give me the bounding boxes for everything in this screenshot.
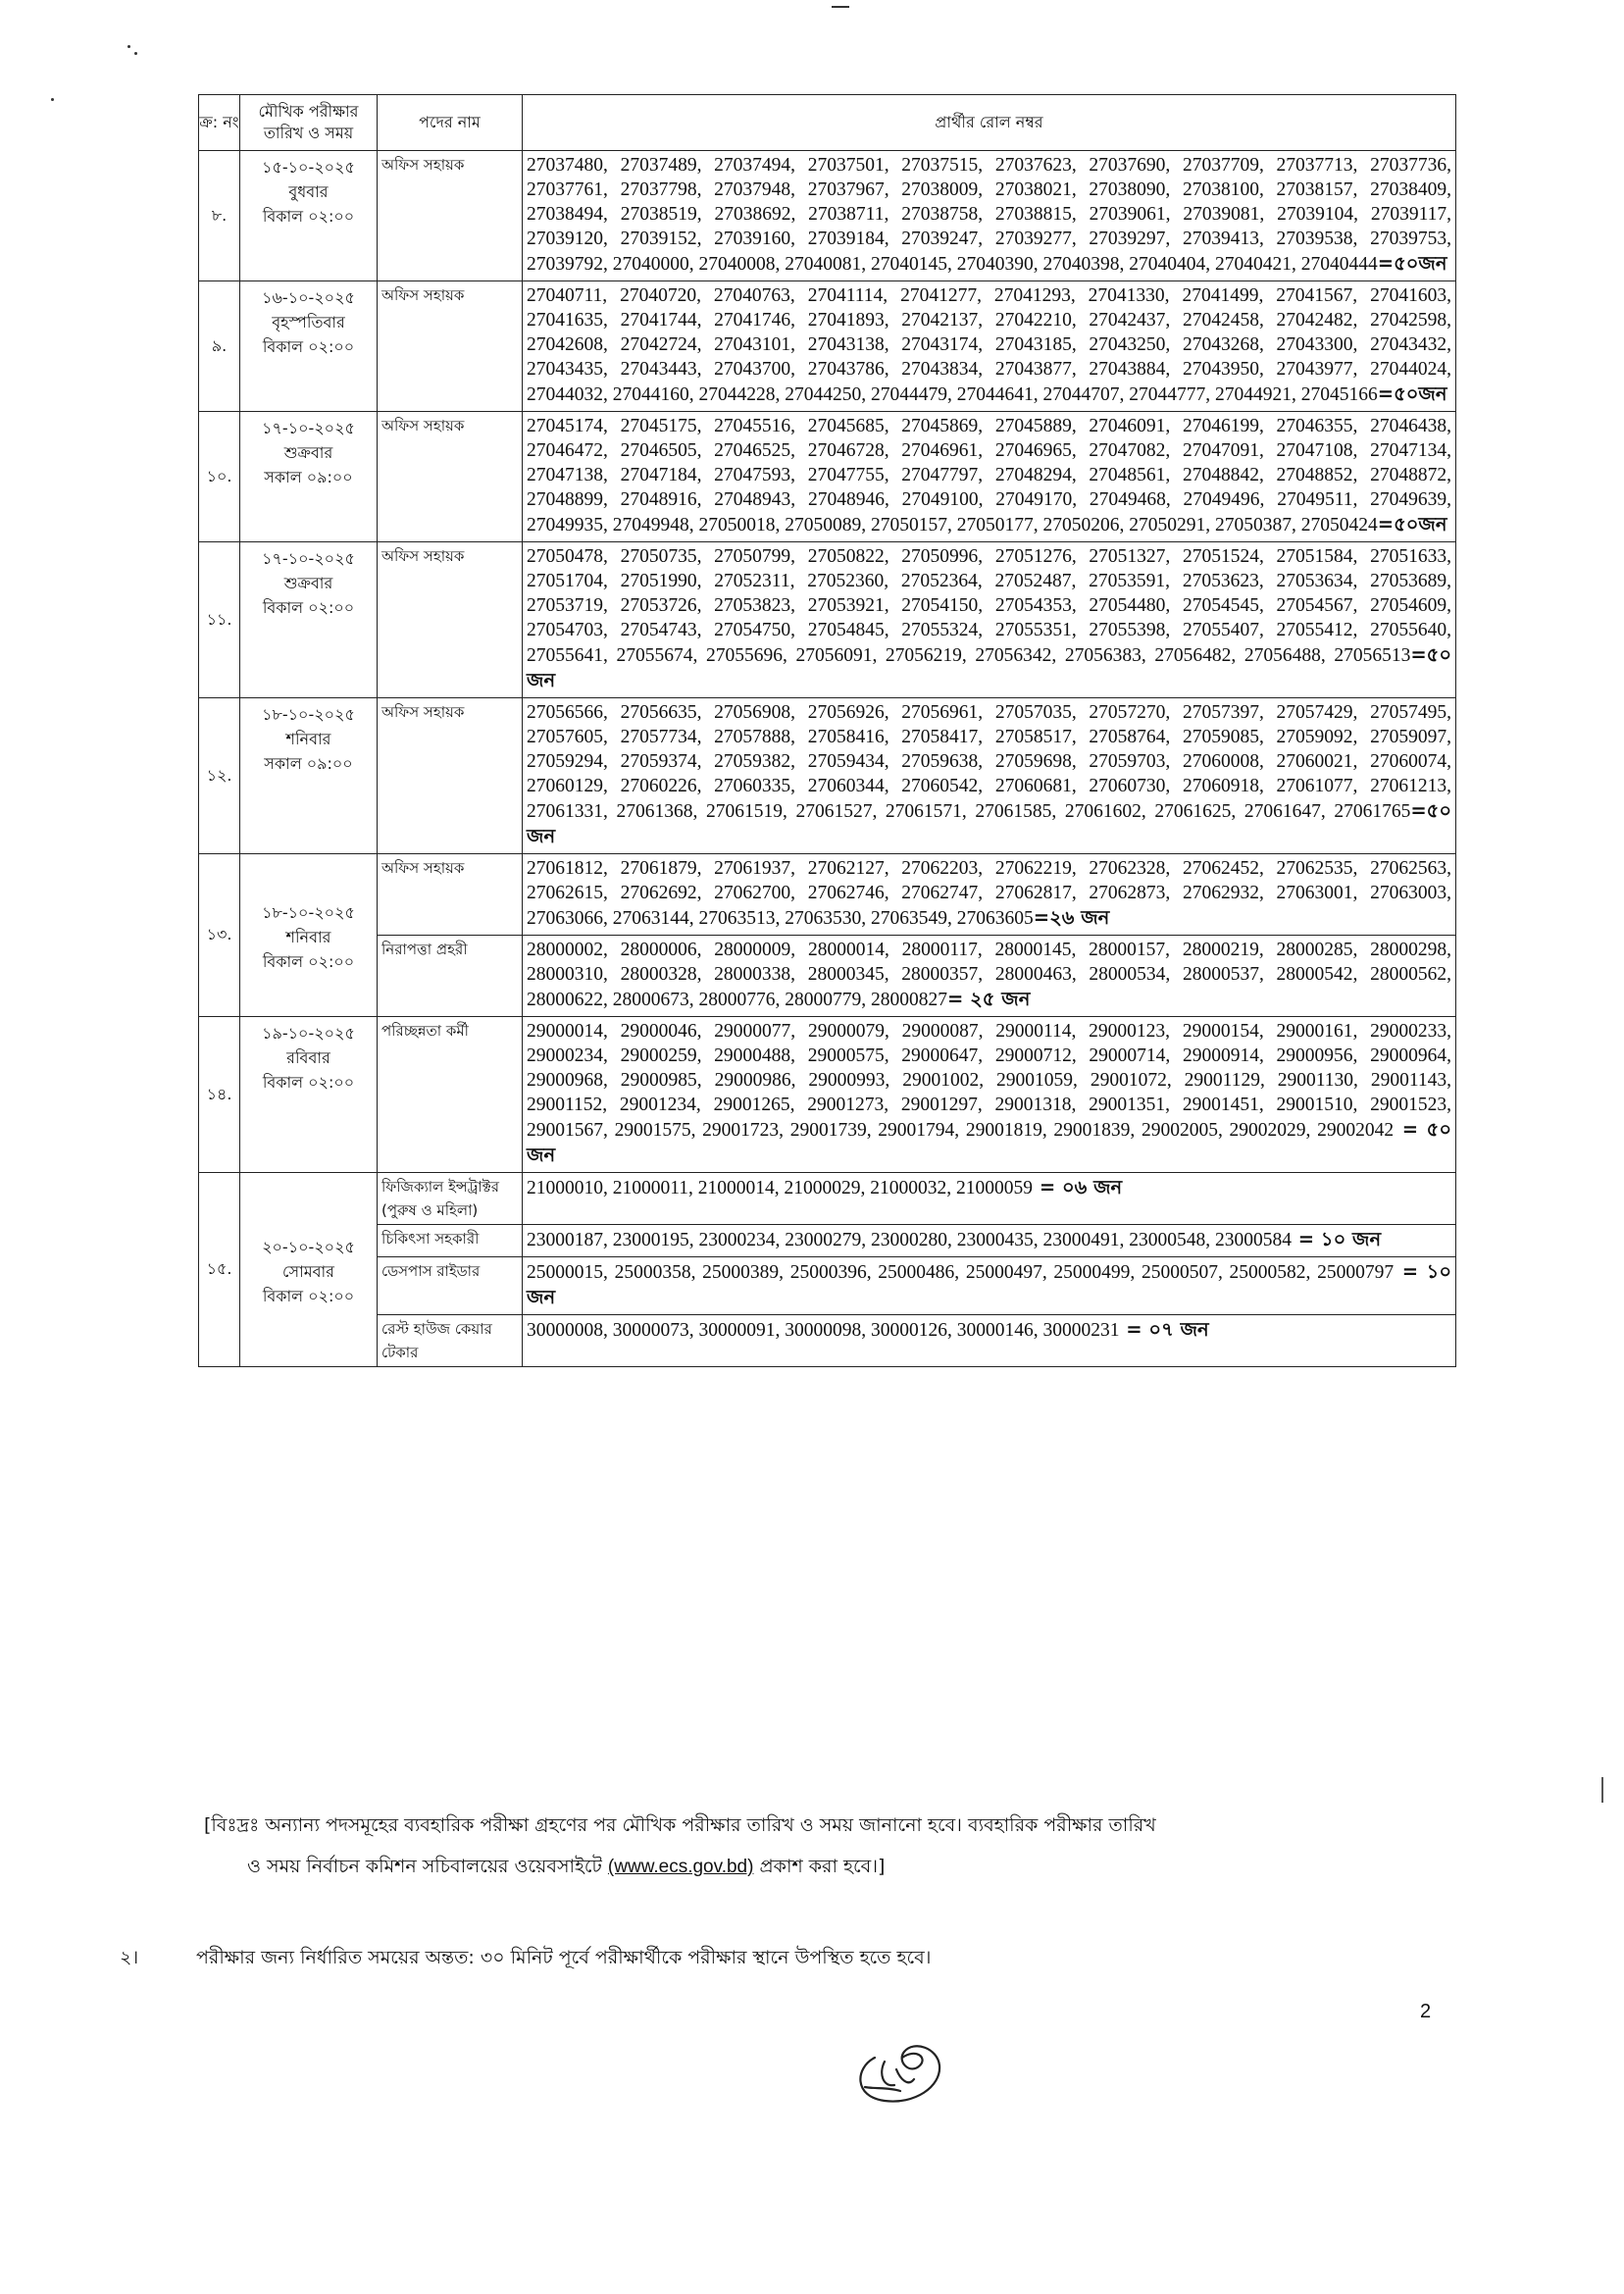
roll-list: 29000014, 29000046, 29000077, 29000079, 29000087, 29000114, 29000123, 29000154, 29000161, 29000233, 29000234, 29000259, 29000488, 29000575, 29000647, 29000712, 29000714, 29000914, 29000956, 29000964, 29000968, 29000985, 29000986, 29000993, 29001002, 29001059, 29001072, 29001129, 29001130, 29001143, 29001152, 29001234, 29001265, 29001273, 29001297, 29001318, 29001351, 29001451, 29001510, 29001523, 29001567, 29001575, 29001723, 29001739, 29001794, 29001819, 29001839, 29002005, 29002029, 29002042: [527, 1021, 1451, 1141]
roll-list: 27056566, 27056635, 27056908, 27056926, 27056961, 27057035, 27057270, 27057397, 27057429, 27057495, 27057605, 27057734, 27057888, 27058416, 27058417, 27058517, 27058764, 27059085, 27059092, 27059097, 27059294, 27059374, 27059382, 27059434, 27059638, 27059698, 27059703, 27060008, 27060021, 27060074, 27060129, 27060226, 27060335, 27060344, 27060542, 27060681, 27060730, 27060918, 27061077, 27061213, 27061331, 27061368, 27061519, 27061527, 27061571, 27061585, 27061602, 27061625, 27061647, 27061765: [527, 702, 1451, 822]
roll-list: 25000015, 25000358, 25000389, 25000396, 25000486, 25000497, 25000499, 25000507, 25000582, 25000797: [527, 1262, 1395, 1283]
roll-numbers-cell: [523, 1017, 1456, 1173]
scan-speck: [134, 52, 137, 55]
roll-numbers-cell: [523, 854, 1456, 936]
date-time-cell: [240, 854, 378, 1017]
header-date-time: মৌখিক পরীক্ষার তারিখ ও সময়: [240, 95, 378, 151]
date-time-cell: [240, 412, 378, 542]
interview-date: ১৭-১০-২০২৫: [262, 419, 355, 437]
roll-list: 23000187, 23000195, 23000234, 23000279, 23000280, 23000435, 23000491, 23000548, 23000584: [527, 1230, 1292, 1250]
interview-time: বিকাল ০২:০০: [262, 952, 355, 971]
interview-day: শনিবার: [285, 730, 331, 748]
header-serial: ক্র: নং: [199, 95, 240, 151]
date-time-cell: [240, 698, 378, 854]
roll-numbers-cell: [523, 281, 1456, 412]
table-body: [199, 151, 1456, 1367]
candidate-count: =৫০ জন: [527, 799, 1451, 847]
candidate-count: =৫০জন: [1377, 382, 1447, 405]
table-row: [199, 1257, 1456, 1315]
note-block: [204, 1805, 1459, 1888]
table-row: [199, 1173, 1456, 1225]
scan-margin-mark: [1601, 1777, 1603, 1803]
roll-numbers-cell: [523, 1315, 1456, 1367]
candidate-count: = ৫০ জন: [527, 1118, 1452, 1166]
interview-day: শুক্রবার: [283, 574, 333, 592]
roll-numbers-cell: [523, 151, 1456, 281]
roll-list: 27045174, 27045175, 27045516, 27045685, 27045869, 27045889, 27046091, 27046199, 27046355, 27046438, 27046472, 27046505, 27046525, 27046728, 27046961, 27046965, 27047082, 27047091, 27047108, 27047134, 27047138, 27047184, 27047593, 27047755, 27047797, 27048294, 27048561, 27048842, 27048852, 27048872, 27048899, 27048916, 27048943, 27048946, 27049100, 27049170, 27049468, 27049496, 27049511, 27049639, 27049935, 27049948, 27050018, 27050089, 27050157, 27050177, 27050206, 27050291, 27050387, 27050424: [527, 416, 1451, 535]
interview-date: ১৫-১০-২০২৫: [262, 158, 355, 177]
note-line-2: [204, 1846, 1459, 1888]
roll-list: 27050478, 27050735, 27050799, 27050822, 27050996, 27051276, 27051327, 27051524, 27051584, 27051633, 27051704, 27051990, 27052311, 27052360, 27052364, 27052487, 27053591, 27053623, 27053634, 27053689, 27053719, 27053726, 27053823, 27053921, 27054150, 27054353, 27054480, 27054545, 27054567, 27054609, 27054703, 27054743, 27054750, 27054845, 27055324, 27055351, 27055398, 27055407, 27055412, 27055640, 27055641, 27055674, 27055696, 27056091, 27056219, 27056342, 27056383, 27056482, 27056488, 27056513: [527, 546, 1451, 666]
item-number: ২।: [120, 1947, 139, 1968]
item-text: পরীক্ষার জন্য নির্ধারিত সময়ের অন্তত: ৩০ মিনিট পূর্বে পরীক্ষার্থীকে পরীক্ষার স্থানে উপস্থিত হতে হবে।: [196, 1947, 932, 1968]
serial-cell: ১১.: [199, 542, 240, 698]
note-line-1: [বিঃদ্রঃ অন্যান্য পদসমূহের ব্যবহারিক পরীক্ষা গ্রহণের পর মৌখিক পরীক্ষার তারিখ ও সময় জানানো হবে। ব্যবহারিক পরীক্ষার তারিখ: [204, 1814, 1156, 1836]
page-number: 2: [1420, 2001, 1432, 2022]
roll-list: 30000008, 30000073, 30000091, 30000098, 30000126, 30000146, 30000231: [527, 1320, 1120, 1341]
table-row: [199, 542, 1456, 698]
note-line-2-text: ও সময় নির্বাচন কমিশন সচিবালয়ের ওয়েবসাইটে: [247, 1856, 608, 1877]
table-header-row: [199, 95, 1456, 151]
table-row: [199, 412, 1456, 542]
table-row: [199, 854, 1456, 936]
signature-image: [845, 2018, 953, 2107]
candidate-count: = ১০ জন: [527, 1260, 1452, 1308]
interview-schedule-table: [198, 94, 1456, 1367]
roll-numbers-cell: [523, 698, 1456, 854]
roll-numbers-cell: [523, 1257, 1456, 1315]
candidate-count: = ০৬ জন: [1033, 1176, 1123, 1198]
table-row: [199, 936, 1456, 1017]
candidate-count: =৫০জন: [1377, 252, 1447, 275]
post-name-cell: নিরাপত্তা প্রহরী: [378, 936, 523, 1017]
interview-date: ১৮-১০-২০২৫: [262, 903, 355, 922]
post-name-cell: অফিস সহায়ক: [378, 281, 523, 412]
candidate-count: =৫০ জন: [527, 643, 1451, 691]
candidate-count: =২৬ জন: [1033, 906, 1110, 929]
interview-time: বিকাল ০২:০০: [262, 1287, 355, 1305]
date-time-cell: [240, 151, 378, 281]
interview-time: সকাল ০৯:০০: [264, 754, 353, 773]
interview-date: ১৮-১০-২০২৫: [262, 705, 355, 724]
scan-speck: [832, 6, 849, 8]
note-line-2-end: প্রকাশ করা হবে।]: [753, 1856, 886, 1877]
interview-day: শনিবার: [285, 928, 331, 946]
post-name-cell: অফিস সহায়ক: [378, 151, 523, 281]
website-link[interactable]: (www.ecs.gov.bd): [607, 1857, 754, 1877]
candidate-count: = ২৫ জন: [947, 988, 1031, 1010]
date-time-cell: [240, 1173, 378, 1367]
interview-date: ১৭-১০-২০২৫: [262, 549, 355, 568]
candidate-count: = ০৭ জন: [1119, 1318, 1209, 1341]
roll-numbers-cell: [523, 936, 1456, 1017]
interview-day: বৃহস্পতিবার: [272, 313, 345, 331]
roll-list: 27040711, 27040720, 27040763, 27041114, 27041277, 27041293, 27041330, 27041499, 27041567, 27041603, 27041635, 27041744, 27041746, 27041893, 27042137, 27042210, 27042437, 27042458, 27042482, 27042598, 27042608, 27042724, 27043101, 27043138, 27043174, 27043185, 27043250, 27043268, 27043300, 27043432, 27043435, 27043443, 27043700, 27043786, 27043834, 27043877, 27043884, 27043950, 27043977, 27044024, 27044032, 27044160, 27044228, 27044250, 27044479, 27044641, 27044707, 27044777, 27044921, 27045166: [527, 285, 1451, 405]
post-name-cell: ডেসপাস রাইডার: [378, 1257, 523, 1315]
interview-day: শুক্রবার: [283, 443, 333, 462]
roll-list: 27037480, 27037489, 27037494, 27037501, 27037515, 27037623, 27037690, 27037709, 27037713, 27037736, 27037761, 27037798, 27037948, 27037967, 27038009, 27038021, 27038090, 27038100, 27038157, 27038409, 27038494, 27038519, 27038692, 27038711, 27038758, 27038815, 27039061, 27039081, 27039104, 27039117, 27039120, 27039152, 27039160, 27039184, 27039247, 27039277, 27039297, 27039413, 27039538, 27039753, 27039792, 27040000, 27040008, 27040081, 27040145, 27040390, 27040398, 27040404, 27040421, 27040444: [527, 155, 1451, 275]
interview-time: বিকাল ০২:০০: [262, 598, 355, 617]
serial-cell: ১০.: [199, 412, 240, 542]
interview-time: বিকাল ০২:০০: [262, 337, 355, 356]
post-name-cell: পরিচ্ছন্নতা কর্মী: [378, 1017, 523, 1173]
post-name-cell: অফিস সহায়ক: [378, 412, 523, 542]
serial-cell: ১৪.: [199, 1017, 240, 1173]
roll-list: 21000010, 21000011, 21000014, 21000029, 21000032, 21000059: [527, 1178, 1034, 1198]
serial-cell: ৮.: [199, 151, 240, 281]
roll-numbers-cell: [523, 542, 1456, 698]
interview-date: ২০-১০-২০২৫: [262, 1238, 355, 1256]
roll-numbers-cell: [523, 412, 1456, 542]
table-row: [199, 151, 1456, 281]
date-time-cell: [240, 1017, 378, 1173]
post-name-cell: অফিস সহায়ক: [378, 854, 523, 936]
interview-day: সোমবার: [282, 1262, 334, 1281]
interview-date: ১৬-১০-২০২৫: [262, 288, 355, 307]
serial-cell: ৯.: [199, 281, 240, 412]
interview-day: বুধবার: [288, 182, 329, 201]
instruction-item-2: [120, 1944, 1395, 1975]
scan-speck: [51, 98, 54, 101]
interview-time: বিকাল ০২:০০: [262, 207, 355, 226]
serial-cell: ১৩.: [199, 854, 240, 1017]
scan-speck: [127, 45, 130, 48]
post-name-cell: অফিস সহায়ক: [378, 698, 523, 854]
date-time-cell: [240, 281, 378, 412]
interview-date: ১৯-১০-২০২৫: [262, 1024, 355, 1043]
candidate-count: =৫০জন: [1377, 513, 1447, 535]
post-name-cell: চিকিৎসা সহকারী: [378, 1225, 523, 1257]
interview-time: বিকাল ০২:০০: [262, 1073, 355, 1092]
roll-numbers-cell: [523, 1225, 1456, 1257]
post-name-cell: রেস্ট হাউজ কেয়ার টেকার: [378, 1315, 523, 1367]
roll-list: 28000002, 28000006, 28000009, 28000014, 28000117, 28000145, 28000157, 28000219, 28000285, 28000298, 28000310, 28000328, 28000338, 28000345, 28000357, 28000463, 28000534, 28000537, 28000542, 28000562, 28000622, 28000673, 28000776, 28000779, 28000827: [527, 940, 1451, 1010]
table-row: [199, 281, 1456, 412]
interview-day: রবিবার: [286, 1048, 330, 1067]
post-name-cell: ফিজিক্যাল ইন্সট্রাক্টর (পুরুষ ও মহিলা): [378, 1173, 523, 1225]
candidate-count: = ১০ জন: [1292, 1228, 1382, 1250]
table-row: [199, 1017, 1456, 1173]
serial-cell: ১৫.: [199, 1173, 240, 1367]
serial-cell: ১২.: [199, 698, 240, 854]
post-name-cell: অফিস সহায়ক: [378, 542, 523, 698]
roll-list: 27061812, 27061879, 27061937, 27062127, 27062203, 27062219, 27062328, 27062452, 27062535, 27062563, 27062615, 27062692, 27062700, 27062746, 27062747, 27062817, 27062873, 27062932, 27063001, 27063003, 27063066, 27063144, 27063513, 27063530, 27063549, 27063605: [527, 858, 1451, 929]
header-roll-numbers: প্রার্থীর রোল নম্বর: [523, 95, 1456, 151]
header-post-name: পদের নাম: [378, 95, 523, 151]
interview-time: সকাল ০৯:০০: [264, 468, 353, 486]
roll-numbers-cell: [523, 1173, 1456, 1225]
date-time-cell: [240, 542, 378, 698]
table-row: [199, 698, 1456, 854]
table-row: [199, 1315, 1456, 1367]
table-row: [199, 1225, 1456, 1257]
